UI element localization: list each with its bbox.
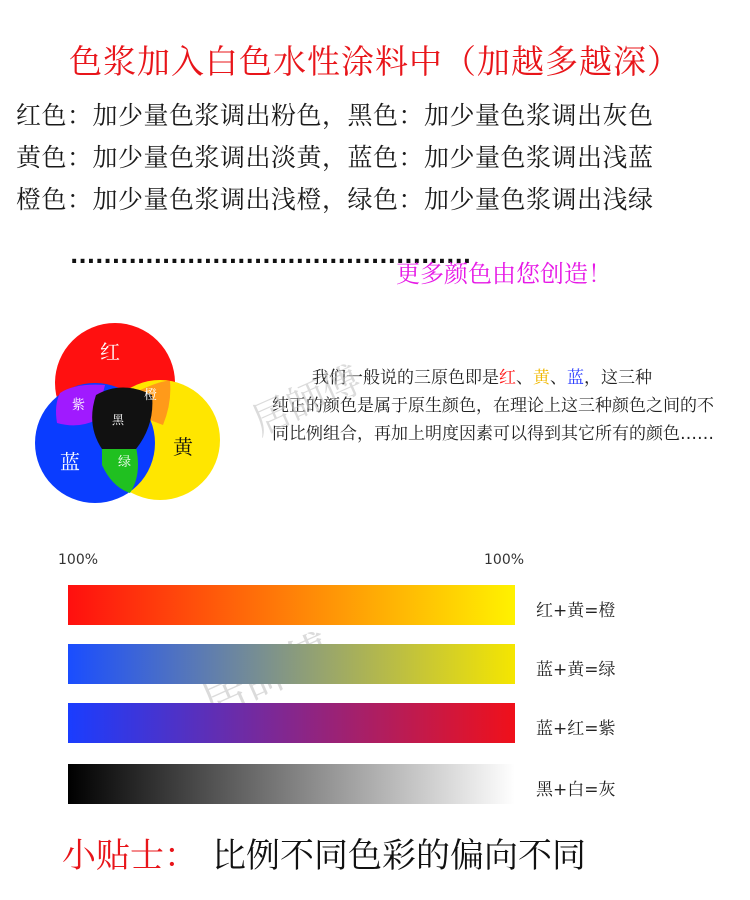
- venn-label-green: 绿: [118, 455, 132, 470]
- gradient-bar-blue-yellow: [68, 644, 515, 684]
- mixing-line-2: 黄色：加少量色浆调出淡黄，蓝色：加少量色浆调出浅蓝: [16, 143, 654, 172]
- explanation-suffix: ，这三种: [584, 368, 652, 388]
- venn-label-red: 红: [100, 340, 120, 364]
- equation-blue-red: 蓝+红=紫: [536, 719, 616, 739]
- tip-text: 比例不同色彩的偏向不同: [212, 836, 586, 876]
- venn-label-yellow: 黄: [173, 435, 193, 459]
- percent-right-label: 100%: [484, 552, 525, 568]
- venn-label-orange: 橙: [144, 388, 158, 403]
- equation-black-white: 黑+白=灰: [536, 780, 616, 800]
- gradient-bar-red-yellow: [68, 585, 515, 625]
- dotted-separator: ................................................: [70, 244, 472, 269]
- explanation-yellow: 黄: [533, 368, 550, 388]
- equation-red-yellow: 红+黄=橙: [536, 601, 616, 621]
- mixing-line-1: 红色：加少量色浆调出粉色，黑色：加少量色浆调出灰色: [16, 101, 654, 130]
- venn-label-purple: 紫: [72, 398, 86, 413]
- explanation-blue: 蓝: [567, 368, 584, 388]
- mixing-line-3: 橙色：加少量色浆调出浅橙，绿色：加少量色浆调出浅绿: [16, 185, 654, 214]
- gradient-bar-blue-red: [68, 703, 515, 743]
- gradient-bar-black-white: [68, 764, 515, 804]
- tip-label: 小贴士：: [62, 836, 198, 876]
- explanation-prefix: 我们一般说的三原色即是: [312, 368, 499, 388]
- watermark-top: 居師傅: [245, 357, 368, 444]
- percent-left-label: 100%: [58, 552, 99, 568]
- more-colors-slogan: 更多颜色由您创造！: [396, 260, 612, 288]
- equation-blue-yellow: 蓝+黄=绿: [536, 660, 616, 680]
- explanation-sep1: 、: [516, 368, 533, 388]
- explanation-red: 红: [499, 368, 516, 388]
- venn-label-black: 黑: [112, 413, 125, 427]
- explanation-sep2: 、: [550, 368, 567, 388]
- venn-label-blue: 蓝: [60, 450, 80, 474]
- color-venn-diagram: [30, 325, 230, 510]
- explanation-rest: 纯正的颜色是属于原生颜色，在理论上这三种颜色之间的不同比例组合，再加上明度因素可以得到其它所有的颜色……: [272, 396, 714, 444]
- page-title: 色浆加入白色水性涂料中（加越多越深）: [69, 42, 681, 81]
